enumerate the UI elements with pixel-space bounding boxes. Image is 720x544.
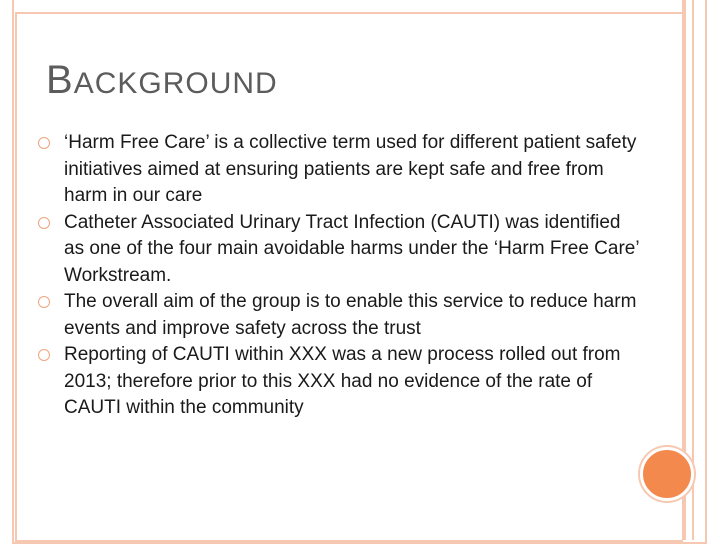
bullet-item xyxy=(0,289,640,342)
circle-bullet-icon xyxy=(38,296,50,308)
slide-side-line xyxy=(692,0,694,540)
slide-title xyxy=(46,58,278,106)
bullet-item xyxy=(0,130,640,210)
bullet-text: ‘Harm Free Care’ is a collective term used for different patient safety initiatives aimed at ensuring patients are kept safe and free from harm in our care xyxy=(64,132,637,206)
circle-bullet-icon xyxy=(38,349,50,361)
bullet-item xyxy=(0,342,640,422)
circle-bullet-icon xyxy=(38,137,50,149)
bullet-text: Reporting of CAUTI within XXX was a new process rolled out from 2013; therefore prior to this XXX had no evidence of the rate of CAUTI within the community xyxy=(64,344,621,418)
bullet-item xyxy=(0,210,640,290)
circle-bullet-icon xyxy=(38,217,50,229)
bullet-text: Catheter Associated Urinary Tract Infection (CAUTI) was identified as one of the four main avoidable harms under the ‘Harm Free Care’ Workstream. xyxy=(64,211,639,286)
slide-title-initial: B xyxy=(46,58,74,102)
accent-circle xyxy=(640,447,694,501)
bullet-text: The overall aim of the group is to enable this service to reduce harm events and improve safety across the trust xyxy=(64,291,637,339)
bullet-list xyxy=(0,130,640,422)
slide-title-rest: ACKGROUND xyxy=(73,67,278,100)
